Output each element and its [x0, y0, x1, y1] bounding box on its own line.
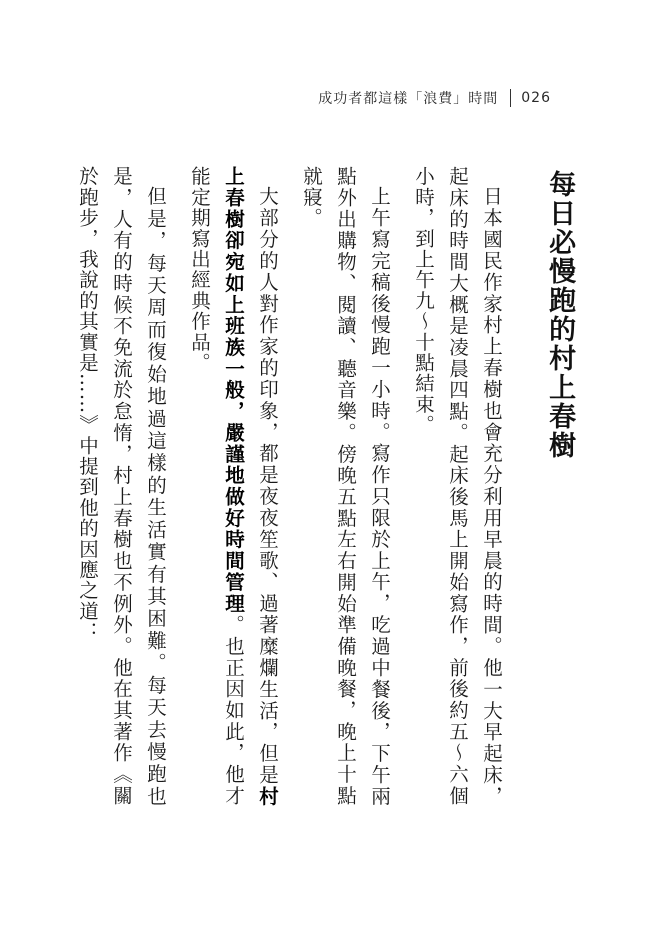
- paragraph-3-intro: 大部分的人對作家的印象，都是夜夜笙歌、過著糜爛生活，但是: [256, 185, 279, 786]
- emphasis-comma: ，: [222, 400, 245, 423]
- emphasis-like-office-worker: 村上春樹卻宛如上班族一般: [222, 166, 279, 806]
- page-number: 026: [521, 90, 551, 106]
- paragraph-4: 但是，每天周而復始地過這樣的生活實有其困難。每天去慢跑也是，人有的時候不免流於怠惰，村上春樹也不例外。他在其著作《關於跑步，我說的其實是……》中提到他的因應之道：: [76, 166, 167, 806]
- chapter-title: 每日必慢跑的村上春樹: [544, 170, 576, 460]
- running-header: [318, 88, 551, 108]
- body-text: [70, 166, 508, 806]
- running-title: 成功者都這樣「浪費」時間: [318, 91, 499, 107]
- paragraph-2: 上午寫完稿後慢跑一小時。寫作只限於上午，吃過中餐後，下午兩點外出購物、閱讀、聽音樂。傍晚五點左右開始準備晚餐，晚上十點就寢。: [300, 166, 391, 806]
- emphasis-time-management: 嚴謹地做好時間管理: [222, 422, 245, 615]
- paragraph-3: [182, 166, 284, 806]
- paragraph-1: 日本國民作家村上春樹也會充分利用早晨的時間。他一大早起床，起床的時間大概是凌晨四點。起床後馬上開始寫作，前後約五～六個小時，到上午九～十點結束。: [412, 166, 503, 806]
- header-separator: [510, 89, 511, 107]
- paragraph-3-outro: 。也正因如此，他才能定期寫出經典作品。: [188, 166, 245, 806]
